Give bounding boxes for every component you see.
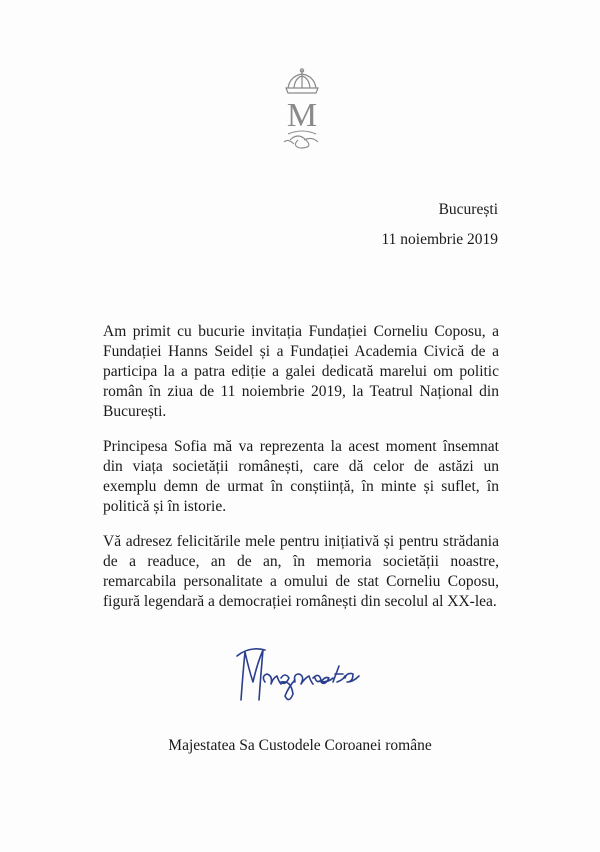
signatory-title: Majestatea Sa Custodele Coroanei române [168,737,432,754]
letter-paragraph: Principesa Sofia mă va reprezenta la acest moment însemnat din viața societății românești, care dă celor de astăzi un exemplu demn de urmat în conștiință, în minte și suflet, în politică și în istorie. [103,438,499,515]
letter-paragraph: Vă adresez felicitările mele pentru inițiativă și pentru strădania de a readuce, an de an, în memoria societății noastre, remarcabila personalitate a omului de stat Corneliu Coposu, figură legendară a democrației românești din secolul al XX-lea. [103,533,499,610]
letter-place: București [438,201,498,218]
letter-paragraph: Am primit cu bucurie invitația Fundației Corneliu Coposu, a Fundației Hanns Seidel și a Fundației Academia Civică de a participa la a patra ediție a galei dedicată marelui om politic român în ziua de 11 noiembrie 2019, la Teatrul Național din București. [103,323,499,420]
letter-date: 11 noiembrie 2019 [381,231,498,248]
royal-monogram-icon [270,68,334,156]
monogram-letter: M [286,97,318,134]
letter-body [103,322,499,627]
handwritten-signature [235,642,370,710]
